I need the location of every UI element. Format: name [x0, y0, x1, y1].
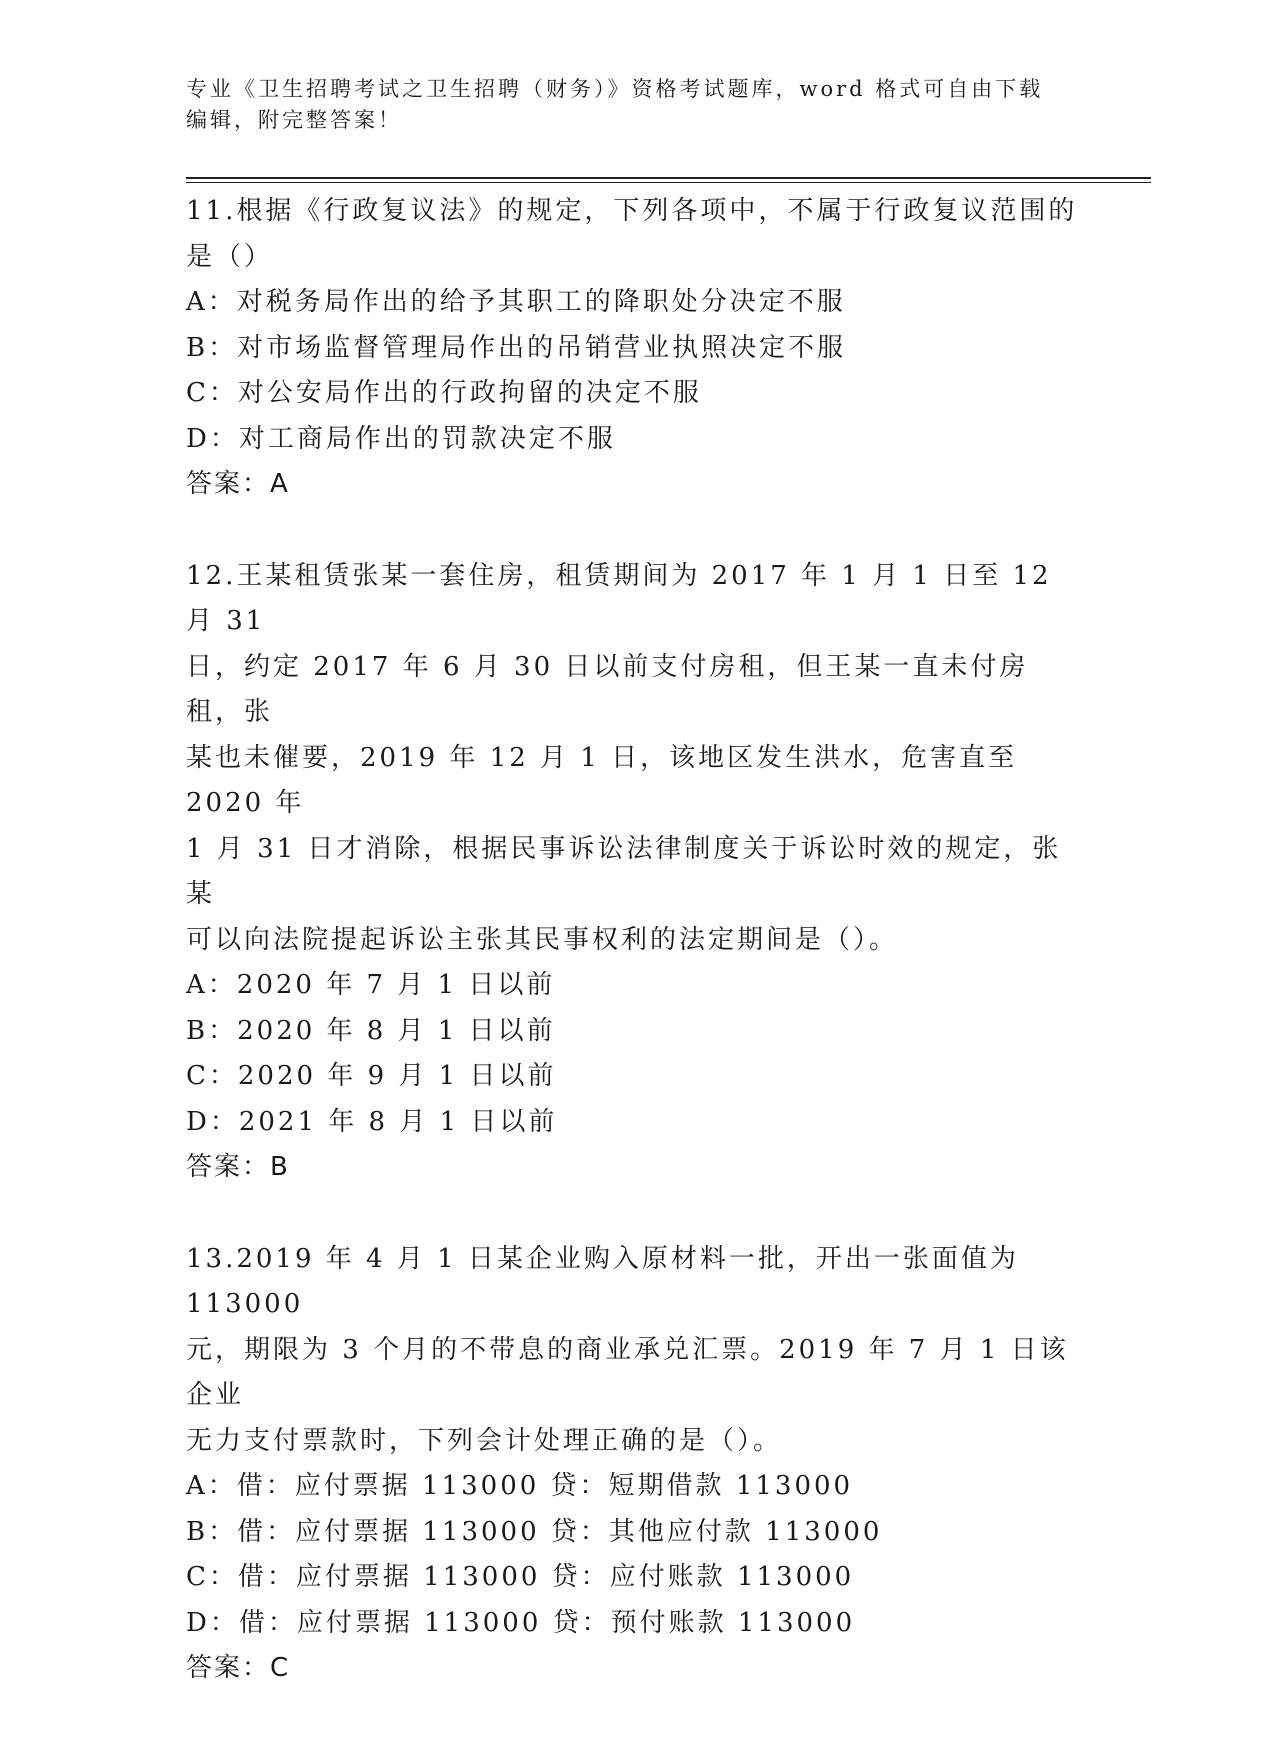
option-d: D：借：应付票据 113000 贷：预付账款 113000 — [186, 1607, 856, 1638]
header-line-1: 专业《卫生招聘考试之卫生招聘（财务）》资格考试题库，word 格式可自由下载 — [186, 77, 1044, 101]
question-text-line: 可以向法院提起诉讼主张其民事权利的法定期间是（）。 — [186, 924, 899, 955]
option-a: A：2020 年 7 月 1 日以前 — [186, 970, 556, 1000]
option-c: C：借：应付票据 113000 贷：应付账款 113000 — [186, 1562, 855, 1592]
question-13 — [186, 1237, 1086, 1692]
option-a: A：对税务局作出的给予其职工的降职处分决定不服 — [186, 287, 846, 317]
question-text-line: 13.2019 年 4 月 1 日某企业购入原材料一批，开出一张面值为 113000 — [186, 1243, 1019, 1319]
answer-line: 答案：A — [186, 469, 290, 499]
option-b: B：2020 年 8 月 1 日以前 — [186, 1015, 556, 1046]
question-text-line: 1 月 31 日才消除，根据民事诉讼法律制度关于诉讼时效的规定，张某 — [186, 833, 1062, 909]
page-header — [186, 74, 1066, 136]
question-list — [186, 189, 1086, 1738]
question-text-line: 12.王某租赁张某一套住房，租赁期间为 2017 年 1 月 1 日至 12 月 31 — [186, 560, 1052, 636]
header-divider-thick — [186, 177, 1151, 179]
question-text-line: 日，约定 2017 年 6 月 30 日以前支付房租，但王某一直未付房租，张 — [186, 651, 1029, 727]
header-divider-thin — [186, 182, 1151, 183]
question-text-line: 11.根据《行政复议法》的规定，下列各项中，不属于行政复议范围的 — [186, 196, 1078, 226]
question-text-line: 无力支付票款时，下列会计处理正确的是（）。 — [186, 1425, 783, 1456]
question-text-line: 元，期限为 3 个月的不带息的商业承兑汇票。2019 年 7 月 1 日该企业 — [186, 1334, 1069, 1410]
question-11 — [186, 189, 1086, 508]
answer-line: 答案：B — [186, 1152, 290, 1182]
answer-line: 答案：C — [186, 1653, 291, 1683]
option-c: C：2020 年 9 月 1 日以前 — [186, 1061, 557, 1091]
option-c: C：对公安局作出的行政拘留的决定不服 — [186, 378, 702, 408]
option-b: B：对市场监督管理局作出的吊销营业执照决定不服 — [186, 332, 847, 363]
question-12 — [186, 554, 1086, 1191]
option-d: D：2021 年 8 月 1 日以前 — [186, 1106, 558, 1137]
option-a: A：借：应付票据 113000 贷：短期借款 113000 — [186, 1471, 854, 1501]
question-text-line: 是（） — [186, 241, 274, 272]
option-b: B：借：应付票据 113000 贷：其他应付款 113000 — [186, 1516, 883, 1547]
question-text-line: 某也未催要，2019 年 12 月 1 日，该地区发生洪水，危害直至 2020 年 — [186, 742, 1018, 818]
header-line-2: 编辑，附完整答案！ — [186, 108, 402, 132]
option-d: D：对工商局作出的罚款决定不服 — [186, 423, 616, 454]
